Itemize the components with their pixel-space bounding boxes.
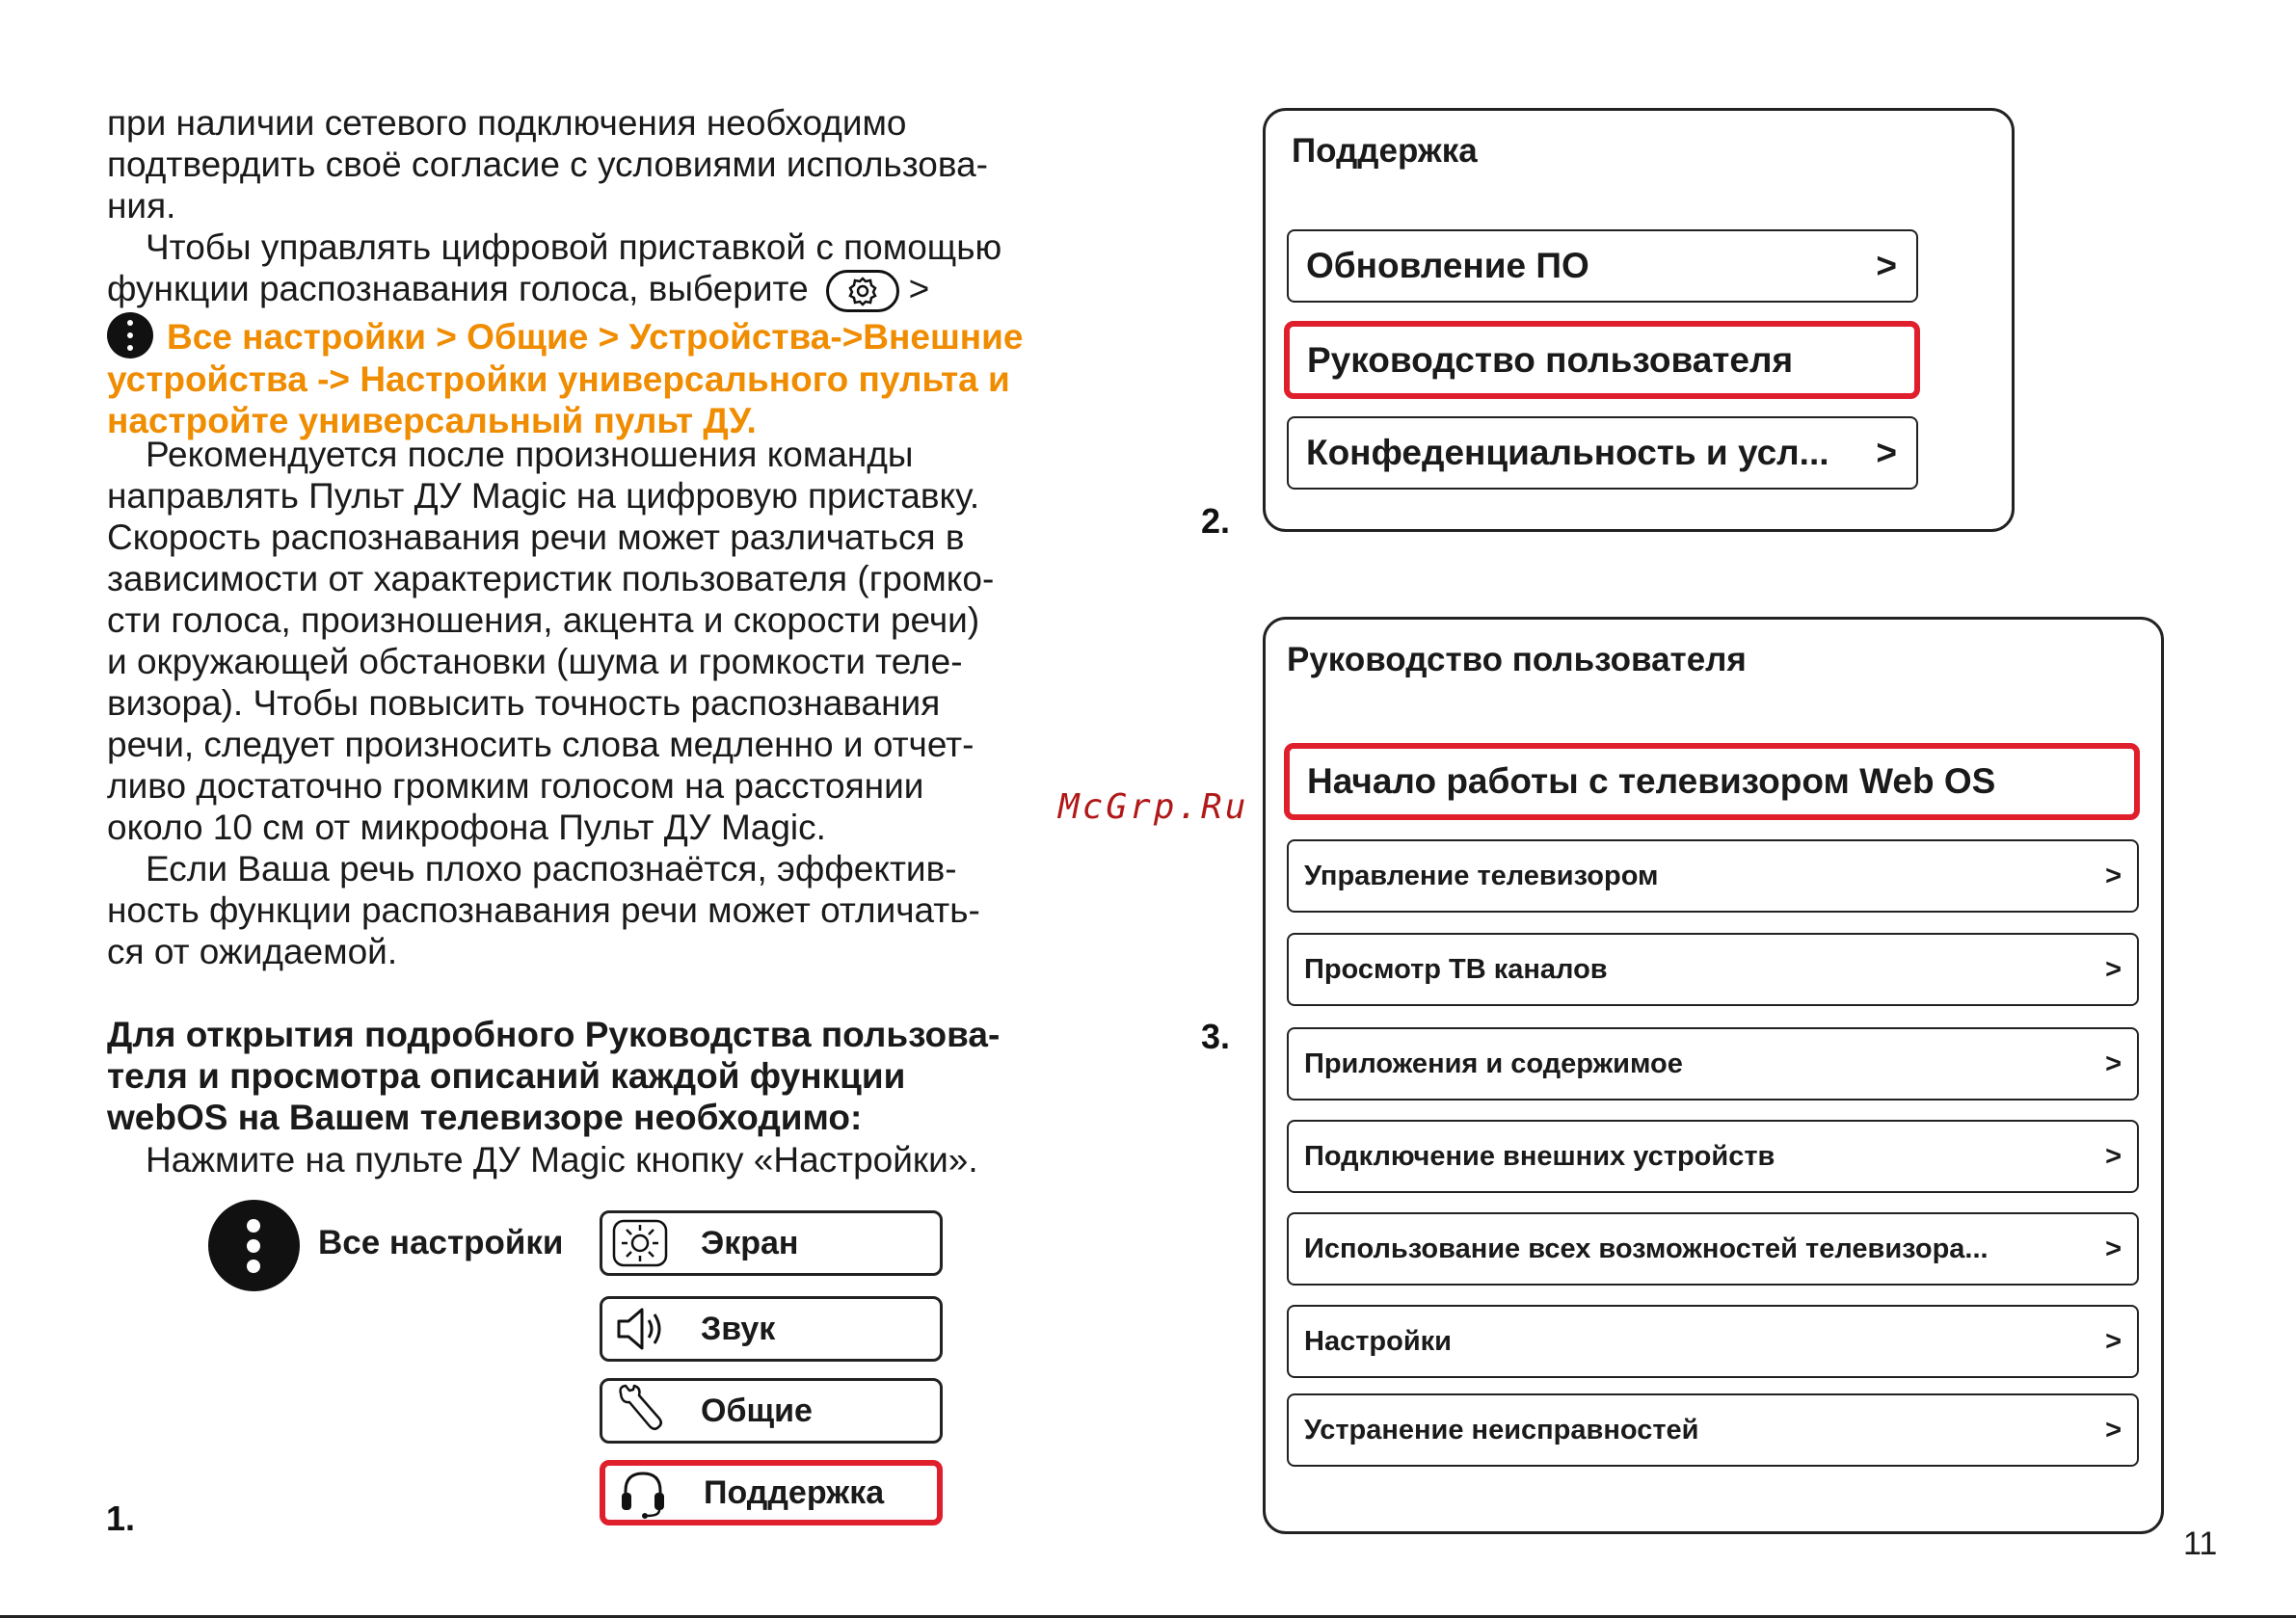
sun-icon <box>602 1214 678 1272</box>
settings-path-text: Все настройки > Общие > Устройства->Внешние <box>167 317 1024 357</box>
chevron-right-icon: > <box>2105 953 2122 985</box>
row-label: Управление телевизором <box>1304 860 1659 891</box>
intro-paragraph <box>107 102 1090 226</box>
text-line: направлять Пульт ДУ Magic на цифровую приставку. <box>107 476 980 516</box>
voice-control-paragraph <box>107 226 1090 441</box>
menu-item-support[interactable] <box>600 1460 943 1525</box>
text-line: сти голоса, произношения, акцента и скорости речи) <box>107 600 980 640</box>
heading-line: webOS на Вашем телевизоре необходимо: <box>107 1098 863 1137</box>
text-line: ливо достаточно громким голосом на расстоянии <box>107 766 924 806</box>
text-line: Нажмите на пульте ДУ Magic кнопку «Настройки». <box>146 1140 978 1180</box>
recommendation-paragraph <box>107 434 1090 848</box>
text-line: зависимости от характеристик пользователя (громко- <box>107 559 995 598</box>
page-number: 11 <box>2183 1525 2218 1562</box>
chevron-right-icon: > <box>2105 1325 2122 1357</box>
menu-item-label: Общие <box>701 1392 813 1429</box>
text-line: ния. <box>107 186 176 225</box>
row-label: Приложения и содержимое <box>1304 1048 1683 1079</box>
text-line: около 10 см от микрофона Пульт ДУ Magic. <box>107 808 826 847</box>
text-line-arrow: > <box>908 269 930 308</box>
text-line <box>107 268 1090 312</box>
menu-item-label: Поддержка <box>704 1473 885 1511</box>
menu-item-general[interactable] <box>600 1378 943 1444</box>
row-label: Руководство пользователя <box>1307 339 1794 380</box>
text-line: Рекомендуется после произношения команды <box>146 435 914 474</box>
heading-line: Для открытия подробного Руководства пользова- <box>107 1015 1001 1054</box>
text-line: Если Ваша речь плохо распознаётся, эффектив- <box>146 849 957 889</box>
guide-row[interactable] <box>1287 1120 2139 1193</box>
row-label: Настройки <box>1304 1325 1453 1357</box>
text-line: ность функции распознавания речи может отличать- <box>107 890 980 930</box>
all-settings-label: Все настройки <box>318 1224 564 1261</box>
wrench-icon <box>602 1382 678 1440</box>
user-guide-panel-title: Руководство пользователя <box>1287 641 1747 678</box>
recognition-paragraph <box>107 848 1090 972</box>
chevron-right-icon: > <box>2105 1048 2122 1079</box>
guide-row[interactable] <box>1287 1393 2139 1467</box>
settings-path-line: настройте универсальный пульт ДУ. <box>107 401 757 440</box>
text-line: подтвердить своё согласие с условиями использова- <box>107 145 988 184</box>
menu-item-label: Экран <box>701 1224 799 1261</box>
guide-row[interactable] <box>1287 1027 2139 1101</box>
headset-icon <box>605 1464 681 1522</box>
row-label: Конфеденциальность и усл... <box>1306 433 1829 472</box>
row-privacy-terms[interactable] <box>1287 416 1918 490</box>
more-dots-icon <box>107 312 153 358</box>
row-label: Обновление ПО <box>1306 246 1589 285</box>
text-line: Скорость распознавания речи может различаться в <box>107 517 965 557</box>
row-label: Использование всех возможностей телевизора... <box>1304 1233 1989 1264</box>
chevron-right-icon: > <box>2105 860 2122 891</box>
guide-row[interactable] <box>1287 839 2139 913</box>
step-number-3: 3. <box>1201 1017 1231 1056</box>
menu-item-label: Звук <box>701 1310 776 1347</box>
guide-heading <box>107 1014 1090 1138</box>
row-getting-started[interactable] <box>1284 743 2140 820</box>
text-line: речи, следует произносить слова медленно и отчет- <box>107 725 974 764</box>
text-line: ся от ожидаемой. <box>107 932 398 971</box>
settings-path-line <box>107 312 1090 358</box>
chevron-right-icon: > <box>2105 1414 2122 1446</box>
menu-item-sound[interactable] <box>600 1296 943 1362</box>
watermark: McGrp.Ru <box>1058 787 1249 827</box>
chevron-right-icon: > <box>2105 1233 2122 1264</box>
guide-row[interactable] <box>1287 933 2139 1006</box>
text-line: Чтобы управлять цифровой приставкой с помощью <box>146 227 1002 267</box>
row-software-update[interactable] <box>1287 229 1918 303</box>
text-line-start: функции распознавания голоса, выберите <box>107 269 809 308</box>
chevron-right-icon: > <box>1876 246 1897 285</box>
text-line: при наличии сетевого подключения необходимо <box>107 103 907 143</box>
settings-path-line: устройства -> Настройки универсального пульта и <box>107 359 1010 399</box>
chevron-right-icon: > <box>2105 1140 2122 1172</box>
row-label: Подключение внешних устройств <box>1304 1140 1775 1172</box>
row-label: Просмотр ТВ каналов <box>1304 953 1608 985</box>
text-line: визора). Чтобы повысить точность распознавания <box>107 683 941 723</box>
row-label: Начало работы с телевизором Web OS <box>1307 761 1996 801</box>
row-user-guide[interactable] <box>1284 321 1920 399</box>
all-settings-icon[interactable] <box>208 1200 300 1291</box>
instruction-paragraph <box>107 1139 1090 1180</box>
support-panel-title: Поддержка <box>1292 132 1478 170</box>
settings-gear-icon <box>826 270 899 312</box>
step-number-2: 2. <box>1201 501 1231 541</box>
text-line: и окружающей обстановки (шума и громкости теле- <box>107 642 963 681</box>
menu-item-screen[interactable] <box>600 1210 943 1276</box>
step-number-1: 1. <box>106 1499 136 1538</box>
row-label: Устранение неисправностей <box>1304 1414 1699 1446</box>
guide-row[interactable] <box>1287 1212 2139 1286</box>
chevron-right-icon: > <box>1876 433 1897 472</box>
guide-row[interactable] <box>1287 1305 2139 1378</box>
heading-line: теля и просмотра описаний каждой функции <box>107 1056 906 1096</box>
speaker-icon <box>602 1300 678 1358</box>
